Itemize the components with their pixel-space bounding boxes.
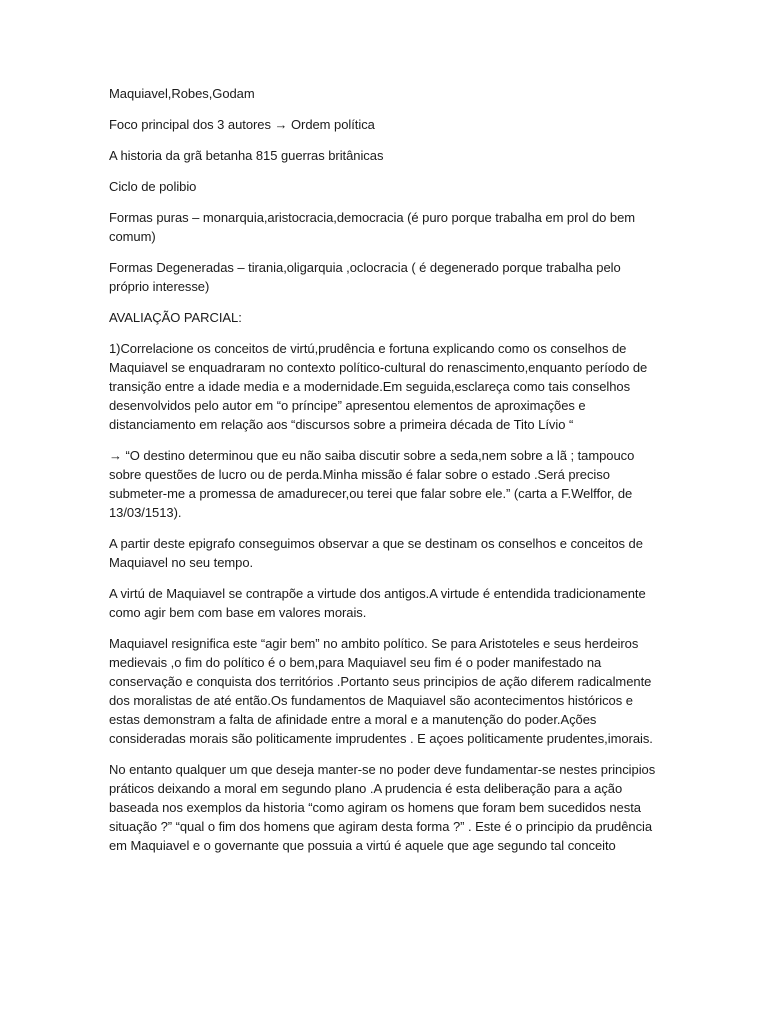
paragraph-question: 1)Correlacione os conceitos de virtú,prudência e fortuna explicando como os conselhos de Maquiavel se enquadraram no contexto político-cultural do renascimento,enquanto período de transição entre a idade media e a modernidade.Em seguida,esclareça como tais conselhos desenvolvidos pelo autor em “o príncipe” apresentou elementos de aproximações e distanciamento em relação aos “discursos sobre a primeira década de Tito Lívio “: [109, 341, 648, 432]
paragraph-quote: → “O destino determinou que eu não saiba discutir sobre a seda,nem sobre a lã ; tampouco sobre questões de lucro ou de perda.Minha missão é falar sobre o estado .Será preciso submeter-me a promessa de amadurecer,ou terei que falar sobre ele.” (carta a F.Welffor, de 13/03/1513).: [109, 448, 635, 520]
paragraph-degenerate-forms: Formas Degeneradas – tirania,oligarquia ,oclocracia ( é degenerado porque trabalha pelo próprio interesse): [109, 260, 621, 294]
paragraph-cycle: Ciclo de polibio: [109, 179, 197, 194]
paragraph-virtu: A virtú de Maquiavel se contrapõe a virtude dos antigos.A virtude é entendida tradicionamente como agir bem com base em valores morais.: [109, 586, 646, 620]
paragraph-history: A historia da grã betanha 815 guerras britânicas: [109, 148, 384, 163]
paragraph-prudence: No entanto qualquer um que deseja manter-se no poder deve fundamentar-se nestes principios práticos deixando a moral em segundo plano .A prudencia é esta deliberação para a ação baseada nos exemplos da historia “como agiram os homens que foram bem sucedidos nesta situação ?” “qual o fim dos homens que agiram desta forma ?” . Este é o principio da prudência em Maquiavel e o governante que possuia a virtú é aquele que age segundo tal conceito: [109, 762, 656, 853]
paragraph-pure-forms: Formas puras – monarquia,aristocracia,democracia (é puro porque trabalha em prol do bem comum): [109, 210, 636, 244]
paragraph-focus: Foco principal dos 3 autores → Ordem política: [109, 117, 375, 132]
paragraph-epigraph: A partir deste epigrafo conseguimos observar a que se destinam os conselhos e conceitos de Maquiavel no seu tempo.: [109, 536, 643, 570]
document-body: [109, 84, 657, 867]
heading-authors: Maquiavel,Robes,Godam: [109, 86, 255, 101]
paragraph-resignify: Maquiavel resignifica este “agir bem” no ambito político. Se para Aristoteles e seus herdeiros medievais ,o fim do político é o bem,para Maquiavel seu fim é o poder manifestado na conservação e conquista dos territórios .Portanto seus principios de ação diferem radicalmente dos moralistas de até então.Os fundamentos de Maquiavel são acontecimentos históricos e estas demonstram a falta de afinidade entre a moral e a manutenção do poder.Ações consideradas morais são politicamente imprudentes . E açoes politicamente prudentes,imorais.: [109, 636, 653, 746]
heading-evaluation: AVALIAÇÃO PARCIAL:: [109, 310, 242, 325]
